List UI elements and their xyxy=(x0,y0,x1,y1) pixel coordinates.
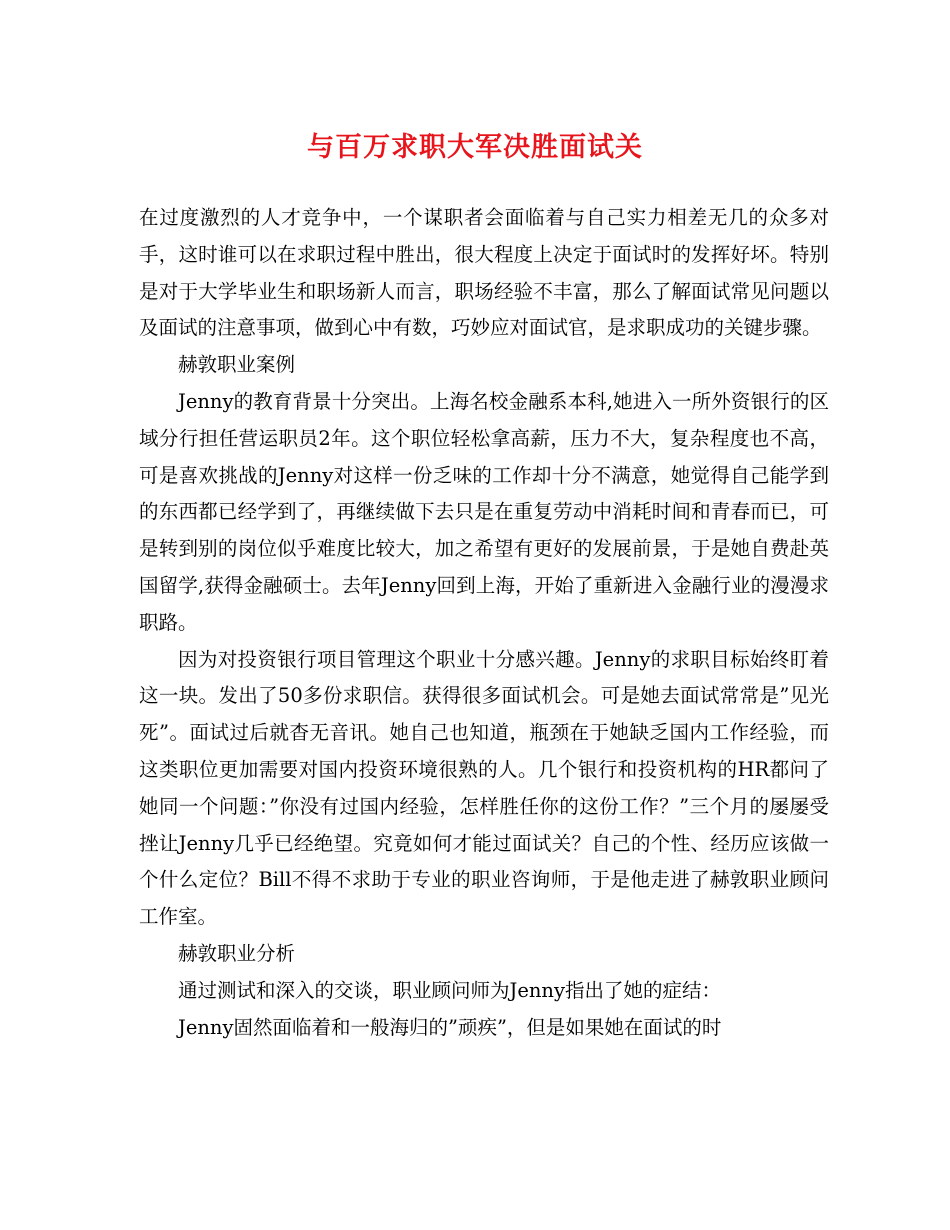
case-paragraph-2: 因为对投资银行项目管理这个职业十分感兴趣。Jenny的求职目标始终盯着这一块。发出了50多份求职信。获得很多面试机会。可是她去面试常常是”见光死”。面试过后就杳无音讯。她自己也知道，瓶颈在于她缺乏国内工作经验，而这类职位更加需要对国内投资环境很熟的人。几个银行和投资机构的HR都问了她同一个问题：”你没有过国内经验，怎样胜任你的这份工作？”三个月的屡屡受挫让Jenny几乎已经绝望。究竟如何才能过面试关？自己的个性、经历应该做一个什么定位？Bill不得不求助于专业的职业咨询师，于是他走进了赫敦职业顾问工作室。 xyxy=(139,647,829,929)
case-paragraph-1: Jenny的教育背景十分突出。上海名校金融系本科,她进入一所外资银行的区域分行担任营运职员2年。这个职位轻松拿高薪，压力不大，复杂程度也不高，可是喜欢挑战的Jenny对这样一份乏味的工作却十分不满意，她觉得自己能学到的东西都已经学到了，再继续做下去只是在重复劳动中消耗时间和青春而已，可是转到别的岗位似乎难度比较大，加之希望有更好的发展前景，于是她自费赴英国留学,获得金融硕士。去年Jenny回到上海，开始了重新进入金融行业的漫漫求职路。 xyxy=(139,389,829,634)
analysis-paragraph-2: Jenny固然面临着和一般海归的”顽疾”，但是如果她在面试的时 xyxy=(178,1015,722,1039)
section-heading-case: 赫敦职业案例 xyxy=(178,353,296,377)
analysis-paragraph-1: 通过测试和深入的交谈，职业顾问师为Jenny指出了她的症结： xyxy=(178,978,721,1002)
section-heading-analysis: 赫敦职业分析 xyxy=(178,941,296,965)
document-title: 与百万求职大军决胜面试关 xyxy=(307,132,643,163)
intro-paragraph: 在过度激烈的人才竞争中，一个谋职者会面临着与自己实力相差无几的众多对手，这时谁可以在求职过程中胜出，很大程度上决定于面试时的发挥好坏。特别是对于大学毕业生和职场新人而言，职场经验不丰富，那么了解面试常见问题以及面试的注意事项，做到心中有数，巧妙应对面试官，是求职成功的关键步骤。 xyxy=(139,206,829,340)
document-body xyxy=(139,200,829,1046)
